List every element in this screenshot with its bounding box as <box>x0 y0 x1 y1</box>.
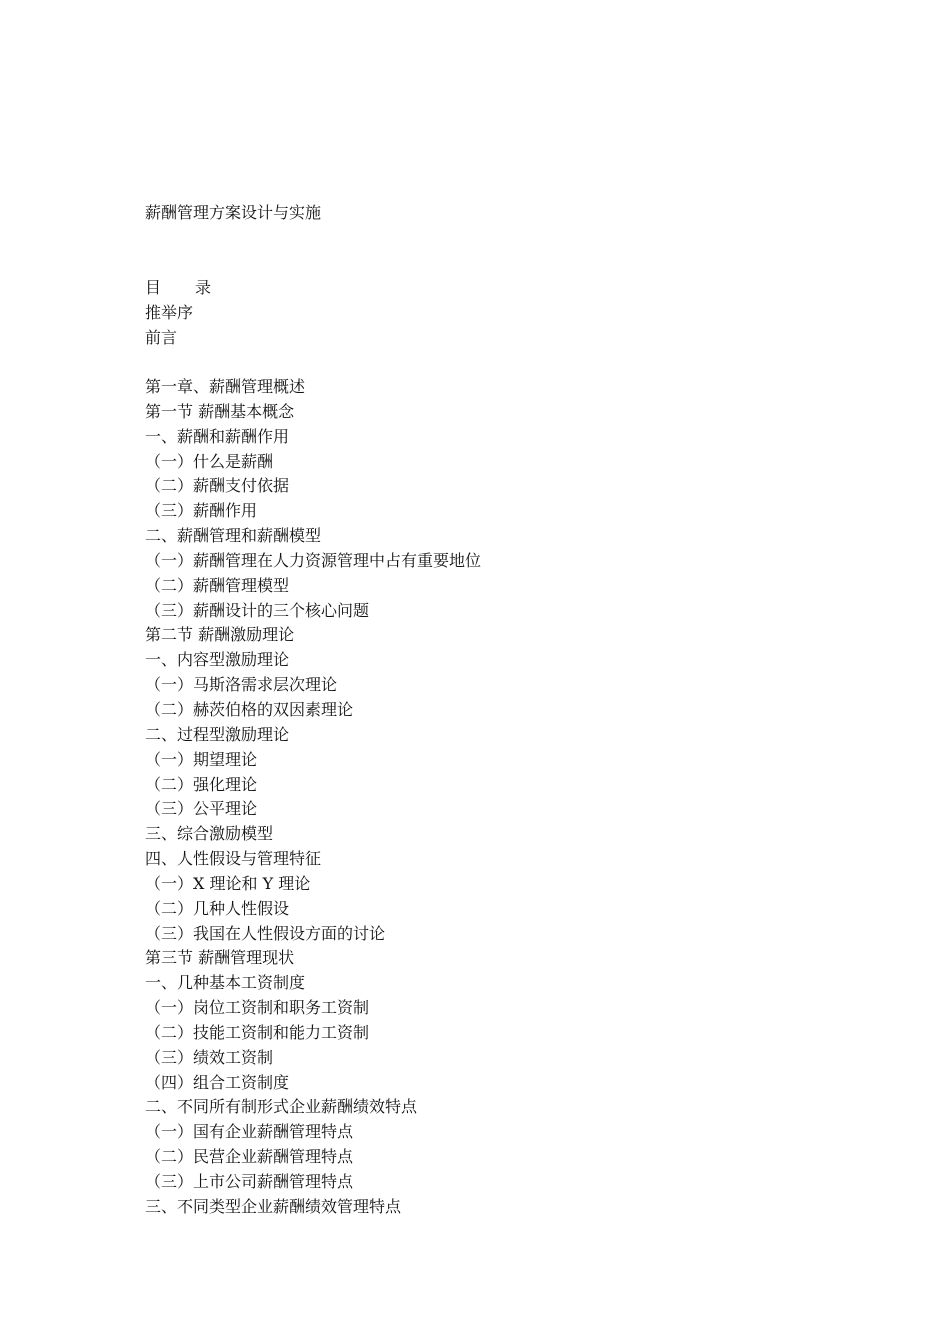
toc-entry: （三）薪酬作用 <box>145 501 258 521</box>
toc-entry: （二）薪酬支付依据 <box>145 476 290 496</box>
toc-entry: （三）薪酬设计的三个核心问题 <box>145 600 370 620</box>
toc-entry: （二）民营企业薪酬管理特点 <box>145 1147 354 1167</box>
toc-entry: 第一节 薪酬基本概念 <box>145 401 295 421</box>
toc-entry: （一）岗位工资制和职务工资制 <box>145 998 370 1018</box>
toc-entry: （二）几种人性假设 <box>145 898 290 918</box>
toc-entry: （二）强化理论 <box>145 774 258 794</box>
toc-entry: （三）绩效工资制 <box>145 1047 274 1067</box>
toc-entry: 二、薪酬管理和薪酬模型 <box>145 526 322 546</box>
toc-list <box>145 376 481 1221</box>
toc-entry: 第二节 薪酬激励理论 <box>145 625 295 645</box>
toc-entry: 四、人性假设与管理特征 <box>145 849 322 869</box>
toc-heading-first-char: 目 <box>145 278 162 297</box>
toc-entry: 二、不同所有制形式企业薪酬绩效特点 <box>145 1097 418 1117</box>
toc-entry: （三）公平理论 <box>145 799 258 819</box>
toc-heading <box>145 277 211 299</box>
toc-entry: （三）上市公司薪酬管理特点 <box>145 1172 354 1191</box>
front-matter-item: 推举序 <box>145 303 194 322</box>
toc-entry: 第三节 薪酬管理现状 <box>145 948 295 968</box>
front-matter-list <box>145 302 193 352</box>
toc-entry: 二、过程型激励理论 <box>145 724 290 744</box>
toc-entry: 一、内容型激励理论 <box>145 650 290 670</box>
toc-entry: 三、综合激励模型 <box>145 824 274 844</box>
toc-entry: （一）薪酬管理在人力资源管理中占有重要地位 <box>145 550 482 570</box>
toc-entry: （一）国有企业薪酬管理特点 <box>145 1122 354 1142</box>
toc-entry: 第一章、薪酬管理概述 <box>145 377 306 396</box>
toc-entry: （一）期望理论 <box>145 749 258 769</box>
toc-heading-second-char: 录 <box>195 278 212 297</box>
toc-entry: 三、不同类型企业薪酬绩效管理特点 <box>145 1196 402 1216</box>
toc-entry: （一）X 理论和 Y 理论 <box>145 873 311 893</box>
toc-entry: （二）薪酬管理模型 <box>145 575 290 595</box>
toc-entry: （四）组合工资制度 <box>145 1072 290 1092</box>
document-title: 薪酬管理方案设计与实施 <box>145 203 322 222</box>
toc-entry: 一、几种基本工资制度 <box>145 973 306 993</box>
toc-entry: 一、薪酬和薪酬作用 <box>145 426 290 446</box>
toc-entry: （二）技能工资制和能力工资制 <box>145 1022 370 1042</box>
toc-entry: （一）什么是薪酬 <box>145 451 274 471</box>
toc-entry: （三）我国在人性假设方面的讨论 <box>145 923 386 943</box>
front-matter-item: 前言 <box>145 327 178 347</box>
toc-entry: （二）赫茨伯格的双因素理论 <box>145 699 354 719</box>
toc-entry: （一）马斯洛需求层次理论 <box>145 675 338 695</box>
